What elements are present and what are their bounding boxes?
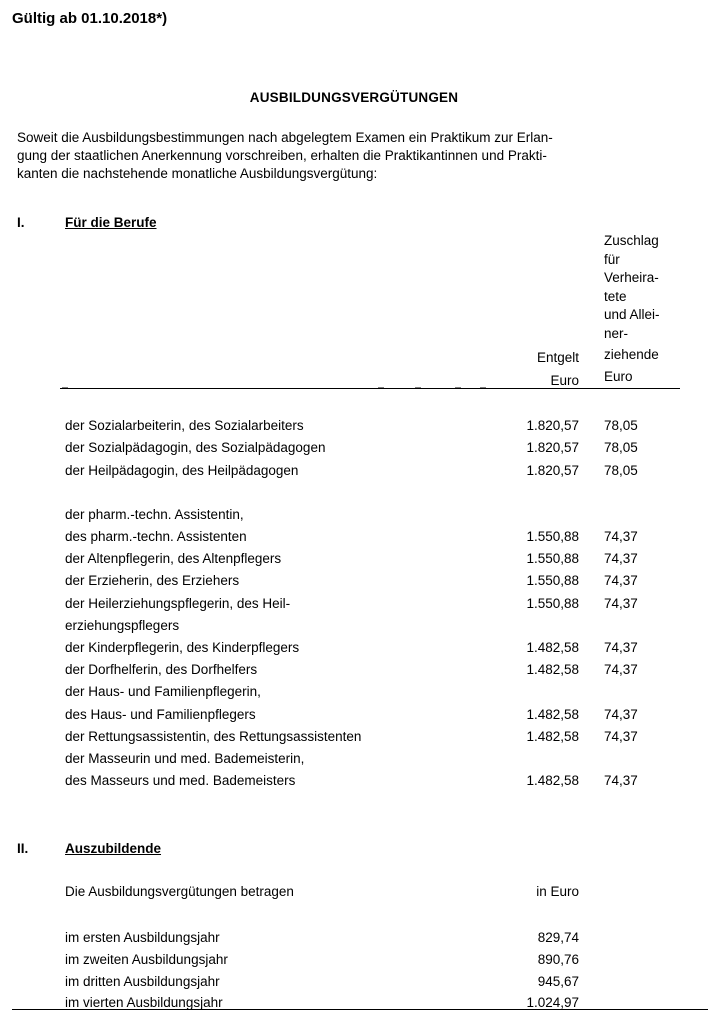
list-item-label: im ersten Ausbildungsjahr [65,930,220,945]
table-row-label: des pharm.-techn. Assistenten [65,529,247,544]
document-title: AUSBILDUNGSVERGÜTUNGEN [249,90,459,105]
table-row-label: der Altenpflegerin, des Altenpflegers [65,551,282,566]
page-bottom-rule [12,1009,708,1010]
table-row-label: des Haus- und Familienpflegers [65,707,256,722]
table-row-zuschlag: 78,05 [604,463,638,478]
table-row-zuschlag: 74,37 [604,662,638,677]
table-row-entgelt: 1.820,57 [526,418,579,433]
section-2-title: Auszubildende [65,841,162,856]
intro-paragraph [17,129,677,183]
list-item-value: 1.024,97 [526,995,579,1010]
table-row-label: der Heilerziehungspflegerin, des Heil- [65,596,291,611]
list-item-label: im zweiten Ausbildungsjahr [65,952,228,967]
table-row-label: der Haus- und Familienpflegerin, [65,684,261,699]
header-rule [60,388,680,389]
column-header-zuschlag: Zuschlag für Verheira- tete und Allei- ner- ziehende Euro [604,233,660,385]
section-2-unit: in Euro [536,884,579,899]
table-row-label: der Sozialarbeiterin, des Sozialarbeiters [65,418,304,433]
table-row-entgelt: 1.820,57 [526,440,579,455]
table-row-entgelt: 1.550,88 [526,551,579,566]
intro-line: Soweit die Ausbildungsbestimmungen nach abgelegtem Examen ein Praktikum zur Erlan- [17,130,553,145]
table-row-zuschlag: 74,37 [604,640,638,655]
table-row-entgelt: 1.482,58 [526,773,579,788]
table-row-label: der Rettungsassistentin, des Rettungsassistenten [65,729,362,744]
table-row-zuschlag: 74,37 [604,707,638,722]
table-row-entgelt: 1.550,88 [526,573,579,588]
table-row-zuschlag: 74,37 [604,573,638,588]
table-row-label: der Dorfhelferin, des Dorfhelfers [65,662,258,677]
table-row-label: der Masseurin und med. Bademeisterin, [65,751,305,766]
table-row-label: der Sozialpädagogin, des Sozialpädagogen [65,440,326,455]
table-row-label: der Erzieherin, des Erziehers [65,573,240,588]
table-row-zuschlag: 74,37 [604,596,638,611]
table-row-zuschlag: 74,37 [604,529,638,544]
table-row-entgelt: 1.820,57 [526,463,579,478]
table-row-zuschlag: 74,37 [604,773,638,788]
table-row-label: der Heilpädagogin, des Heilpädagogen [65,463,299,478]
table-row-entgelt: 1.482,58 [526,662,579,677]
table-row-zuschlag: 74,37 [604,729,638,744]
list-item-value: 890,76 [537,952,579,967]
list-item-value: 829,74 [537,930,579,945]
list-item-label: im dritten Ausbildungsjahr [65,974,220,989]
validity-header: Gültig ab 01.10.2018*) [12,10,168,27]
table-row-zuschlag: 78,05 [604,440,638,455]
section-2-intro: Die Ausbildungsvergütungen betragen [65,884,294,899]
section-1-number: I. [17,215,25,230]
list-item-value: 945,67 [537,974,579,989]
list-item-label: im vierten Ausbildungsjahr [65,995,223,1010]
table-row-entgelt: 1.550,88 [526,596,579,611]
table-row-label: erziehungspflegers [65,618,180,633]
table-row-zuschlag: 78,05 [604,418,638,433]
table-row-zuschlag: 74,37 [604,551,638,566]
table-row-entgelt: 1.482,58 [526,729,579,744]
table-row-entgelt: 1.482,58 [526,707,579,722]
table-row-entgelt: 1.482,58 [526,640,579,655]
intro-line: gung der staatlichen Anerkennung vorschreiben, erhalten die Praktikantinnen und Prakti- [17,148,547,163]
table-row-entgelt: 1.550,88 [526,529,579,544]
table-row-label: des Masseurs und med. Bademeisters [65,773,296,788]
intro-line: kanten die nachstehende monatliche Ausbildungsvergütung: [17,166,378,181]
section-2-number: II. [17,841,29,856]
table-row-label: der Kinderpflegerin, des Kinderpflegers [65,640,300,655]
table-row-label: der pharm.-techn. Assistentin, [65,507,244,522]
column-header-entgelt: Entgelt Euro [536,350,579,388]
header-rule-marks [60,384,500,390]
section-1-title: Für die Berufe [65,215,157,230]
